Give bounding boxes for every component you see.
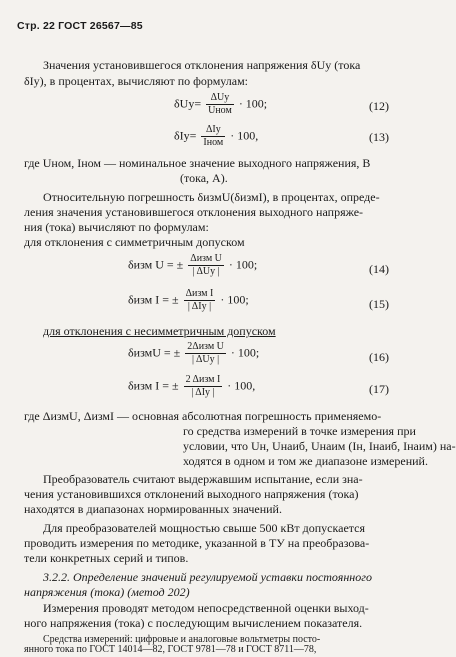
formula-15 <box>128 288 249 313</box>
paragraph-line: ного напряжения (тока) с последующим вычислением показателя. <box>24 616 363 630</box>
paragraph-line: находятся в диапазонах нормированных значений. <box>24 502 282 516</box>
formula-lhs: δUу= <box>174 96 202 111</box>
formula-lhs: δизм U = ± <box>128 257 184 272</box>
paragraph-line: тели конкретных серий и типов. <box>24 551 189 565</box>
denominator: | ΔUу | <box>192 354 220 365</box>
formula-lhs: δизм I = ± <box>128 378 179 393</box>
denominator: | ΔIу | <box>187 301 212 312</box>
numerator: Δизм U <box>190 253 222 264</box>
paragraph-line: для отклонения с симметричным допуском <box>24 235 245 249</box>
formula-lhs: δIу= <box>174 128 197 143</box>
paragraph-line: Для преобразователей мощностью свыше 500 кВт допускается <box>43 521 366 535</box>
page-header: Стр. 22 ГОСТ 26567—85 <box>17 20 143 32</box>
formula-rhs: · 100, <box>230 128 259 143</box>
paragraph-line: где ΔизмU, ΔизмI — основная абсолютная погрешность применяемо- <box>24 409 382 423</box>
paragraph-line: Измерения проводят методом непосредственной оценки выход- <box>43 601 369 615</box>
paragraph-line: ния (тока) вычисляют по формулам: <box>24 220 209 234</box>
section-heading: напряжения (тока) (метод 202) <box>24 585 190 599</box>
formula-lhs: δизм I = ± <box>128 292 179 307</box>
formula-lhs: δизмU = ± <box>128 345 181 360</box>
numerator: ΔIу <box>201 124 225 137</box>
formula-rhs: · 100; <box>230 345 260 360</box>
formula-12 <box>174 92 267 117</box>
formula-rhs: · 100; <box>228 257 258 272</box>
paragraph-line: где Uном, Iном — номинальное значение выходного напряжения, В <box>24 156 371 170</box>
paragraph-line: проводить измерения по методике, указанной в ТУ на преобразова- <box>24 536 370 550</box>
paragraph-line: Относительную погрешность δизмU(δизмI), в процентах, опреде- <box>43 190 380 204</box>
paragraph-line: (тока, А). <box>180 171 228 185</box>
equation-number: (15) <box>369 297 389 311</box>
numerator: ΔUу <box>206 92 234 105</box>
formula-14 <box>128 253 257 278</box>
paragraph-line: Средства измерений: цифровые и аналоговые вольтметры посто- <box>43 634 321 645</box>
equation-number: (16) <box>369 350 389 364</box>
section-heading: 3.2.2. Определение значений регулируемой уставки постоянного <box>43 570 372 584</box>
paragraph-line: ления значения установившегося отклонения выходного напряже- <box>24 205 364 219</box>
paragraph-line: условии, что Uн, Uнаиб, Uнаим (Iн, Iнаиб, Iнаим) на- <box>183 439 456 453</box>
fraction <box>185 341 226 366</box>
equation-number: (14) <box>369 262 389 276</box>
denominator: Uном <box>208 105 232 116</box>
numerator: 2 Δизм I <box>185 374 221 385</box>
formula-rhs: · 100, <box>227 378 256 393</box>
formula-16 <box>128 341 259 366</box>
paragraph-line: Преобразователь считают выдержавшим испытание, если зна- <box>43 472 363 486</box>
paragraph-line: для отклонения с несимметричным допуском <box>43 324 276 338</box>
numerator: 2Δизм U <box>187 341 224 352</box>
numerator: Δизм I <box>185 288 214 299</box>
formula-rhs: · 100; <box>220 292 249 307</box>
paragraph-line: ходятся в одном и том же диапазоне измерений. <box>183 454 428 468</box>
denominator: | ΔIу | <box>191 387 215 398</box>
fraction <box>206 92 234 117</box>
paragraph-line: янного тока по ГОСТ 14014—82, ГОСТ 9781—78 и ГОСТ 8711—78, <box>24 644 317 655</box>
paragraph-line: го средства измерений в точке измерения при <box>183 424 416 438</box>
fraction <box>188 253 224 278</box>
paragraph-line: δIу), в процентах, вычисляют по формулам: <box>24 74 249 88</box>
formula-13 <box>174 124 258 149</box>
paragraph-line: чения установившихся отклонений выходного напряжения (тока) <box>24 487 359 501</box>
equation-number: (13) <box>369 130 389 144</box>
formula-17 <box>128 374 255 399</box>
denominator: | ΔUу | <box>192 266 220 277</box>
equation-number: (12) <box>369 99 389 113</box>
fraction <box>201 124 225 149</box>
equation-number: (17) <box>369 382 389 396</box>
fraction <box>184 288 216 313</box>
paragraph-line: Значения установившегося отклонения напряжения δUу (тока <box>43 58 361 72</box>
formula-rhs: · 100; <box>238 96 268 111</box>
denominator: Iном <box>203 137 224 148</box>
fraction <box>184 374 223 399</box>
